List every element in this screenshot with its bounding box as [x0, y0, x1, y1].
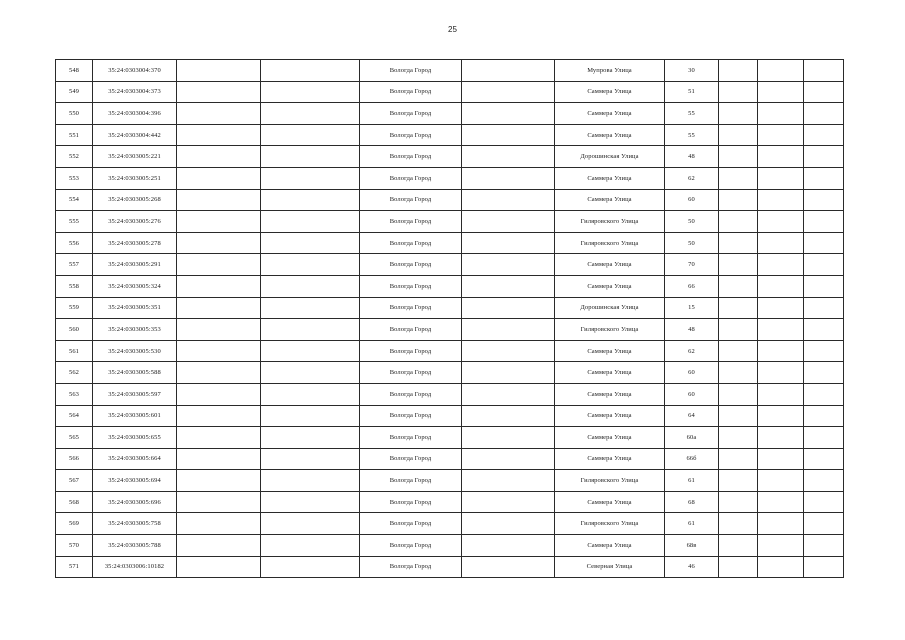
table-row — [56, 254, 844, 276]
cadastral-number-cell: 35:24:0303005:276 — [93, 211, 177, 233]
cadastral-number-cell: 35:24:0303005:351 — [93, 297, 177, 319]
empty-cell — [804, 146, 844, 168]
house-number-cell: 51 — [665, 81, 719, 103]
row-number-cell: 561 — [56, 340, 93, 362]
empty-cell — [758, 405, 804, 427]
empty-cell — [758, 448, 804, 470]
cadastral-number-cell: 35:24:0303005:251 — [93, 167, 177, 189]
empty-cell — [177, 146, 261, 168]
empty-cell — [758, 124, 804, 146]
empty-cell — [804, 362, 844, 384]
table-row — [56, 513, 844, 535]
empty-cell — [758, 470, 804, 492]
empty-cell — [261, 556, 360, 578]
table-row — [56, 297, 844, 319]
empty-cell — [804, 81, 844, 103]
street-cell: Дорошинская Улица — [555, 146, 665, 168]
street-cell: Саммера Улица — [555, 448, 665, 470]
row-number-cell: 554 — [56, 189, 93, 211]
empty-cell — [177, 448, 261, 470]
locality-cell: Вологда Город — [360, 81, 462, 103]
empty-cell — [719, 146, 758, 168]
street-cell: Саммера Улица — [555, 427, 665, 449]
empty-cell — [804, 491, 844, 513]
empty-cell — [462, 103, 555, 125]
register-body — [56, 60, 844, 578]
empty-cell — [462, 340, 555, 362]
street-cell: Саммера Улица — [555, 275, 665, 297]
street-cell: Саммера Улица — [555, 254, 665, 276]
row-number-cell: 548 — [56, 60, 93, 82]
cadastral-number-cell: 35:24:0303005:696 — [93, 491, 177, 513]
table-row — [56, 124, 844, 146]
empty-cell — [719, 254, 758, 276]
street-cell: Саммера Улица — [555, 103, 665, 125]
empty-cell — [261, 470, 360, 492]
empty-cell — [719, 448, 758, 470]
house-number-cell: 30 — [665, 60, 719, 82]
house-number-cell: 66б — [665, 448, 719, 470]
empty-cell — [261, 340, 360, 362]
locality-cell: Вологда Город — [360, 340, 462, 362]
empty-cell — [177, 211, 261, 233]
locality-cell: Вологда Город — [360, 60, 462, 82]
table-row — [56, 427, 844, 449]
house-number-cell: 61 — [665, 513, 719, 535]
house-number-cell: 50 — [665, 232, 719, 254]
street-cell: Саммера Улица — [555, 81, 665, 103]
street-cell: Саммера Улица — [555, 124, 665, 146]
locality-cell: Вологда Город — [360, 103, 462, 125]
empty-cell — [177, 254, 261, 276]
locality-cell: Вологда Город — [360, 189, 462, 211]
table-row — [56, 60, 844, 82]
house-number-cell: 46 — [665, 556, 719, 578]
empty-cell — [261, 232, 360, 254]
cadastral-number-cell: 35:24:0303005:530 — [93, 340, 177, 362]
empty-cell — [462, 556, 555, 578]
empty-cell — [261, 254, 360, 276]
empty-cell — [758, 535, 804, 557]
empty-cell — [462, 124, 555, 146]
empty-cell — [261, 146, 360, 168]
cadastral-number-cell: 35:24:0303004:396 — [93, 103, 177, 125]
empty-cell — [177, 362, 261, 384]
empty-cell — [462, 254, 555, 276]
empty-cell — [719, 513, 758, 535]
empty-cell — [804, 405, 844, 427]
empty-cell — [177, 167, 261, 189]
empty-cell — [261, 405, 360, 427]
empty-cell — [719, 103, 758, 125]
empty-cell — [462, 491, 555, 513]
empty-cell — [462, 535, 555, 557]
locality-cell: Вологда Город — [360, 319, 462, 341]
empty-cell — [177, 81, 261, 103]
address-register-table — [55, 59, 844, 578]
row-number-cell: 558 — [56, 275, 93, 297]
street-cell: Мупрова Улица — [555, 60, 665, 82]
locality-cell: Вологда Город — [360, 254, 462, 276]
table-row — [56, 362, 844, 384]
empty-cell — [177, 340, 261, 362]
empty-cell — [462, 448, 555, 470]
empty-cell — [719, 189, 758, 211]
cadastral-number-cell: 35:24:0303005:758 — [93, 513, 177, 535]
cadastral-number-cell: 35:24:0303005:788 — [93, 535, 177, 557]
empty-cell — [177, 189, 261, 211]
empty-cell — [261, 297, 360, 319]
empty-cell — [804, 556, 844, 578]
empty-cell — [261, 383, 360, 405]
empty-cell — [462, 362, 555, 384]
cadastral-number-cell: 35:24:0303006:10182 — [93, 556, 177, 578]
row-number-cell: 549 — [56, 81, 93, 103]
empty-cell — [758, 60, 804, 82]
cadastral-number-cell: 35:24:0303004:373 — [93, 81, 177, 103]
empty-cell — [719, 405, 758, 427]
empty-cell — [804, 275, 844, 297]
empty-cell — [177, 513, 261, 535]
locality-cell: Вологда Город — [360, 405, 462, 427]
street-cell: Гиляровского Улица — [555, 319, 665, 341]
empty-cell — [758, 189, 804, 211]
house-number-cell: 48 — [665, 146, 719, 168]
row-number-cell: 555 — [56, 211, 93, 233]
street-cell: Саммера Улица — [555, 383, 665, 405]
empty-cell — [719, 167, 758, 189]
row-number-cell: 560 — [56, 319, 93, 341]
empty-cell — [261, 103, 360, 125]
empty-cell — [719, 124, 758, 146]
house-number-cell: 60 — [665, 383, 719, 405]
street-cell: Саммера Улица — [555, 491, 665, 513]
house-number-cell: 48 — [665, 319, 719, 341]
table-row — [56, 189, 844, 211]
empty-cell — [177, 103, 261, 125]
cadastral-number-cell: 35:24:0303005:268 — [93, 189, 177, 211]
locality-cell: Вологда Город — [360, 297, 462, 319]
table-row — [56, 491, 844, 513]
table-row — [56, 232, 844, 254]
empty-cell — [758, 340, 804, 362]
empty-cell — [719, 340, 758, 362]
row-number-cell: 552 — [56, 146, 93, 168]
table-row — [56, 535, 844, 557]
empty-cell — [462, 60, 555, 82]
empty-cell — [177, 124, 261, 146]
empty-cell — [261, 211, 360, 233]
empty-cell — [719, 535, 758, 557]
table-row — [56, 211, 844, 233]
empty-cell — [261, 60, 360, 82]
street-cell: Гиляровского Улица — [555, 232, 665, 254]
house-number-cell: 55 — [665, 124, 719, 146]
empty-cell — [804, 297, 844, 319]
empty-cell — [758, 427, 804, 449]
row-number-cell: 565 — [56, 427, 93, 449]
row-number-cell: 563 — [56, 383, 93, 405]
locality-cell: Вологда Город — [360, 535, 462, 557]
empty-cell — [758, 254, 804, 276]
empty-cell — [261, 189, 360, 211]
row-number-cell: 566 — [56, 448, 93, 470]
empty-cell — [462, 319, 555, 341]
empty-cell — [804, 470, 844, 492]
street-cell: Гиляровского Улица — [555, 513, 665, 535]
locality-cell: Вологда Город — [360, 383, 462, 405]
empty-cell — [804, 189, 844, 211]
table-row — [56, 103, 844, 125]
house-number-cell: 55 — [665, 103, 719, 125]
street-cell: Дорошинская Улица — [555, 297, 665, 319]
empty-cell — [719, 81, 758, 103]
empty-cell — [719, 232, 758, 254]
empty-cell — [177, 383, 261, 405]
empty-cell — [758, 232, 804, 254]
empty-cell — [804, 319, 844, 341]
street-cell: Саммера Улица — [555, 189, 665, 211]
locality-cell: Вологда Город — [360, 232, 462, 254]
empty-cell — [804, 513, 844, 535]
empty-cell — [462, 146, 555, 168]
empty-cell — [719, 470, 758, 492]
row-number-cell: 550 — [56, 103, 93, 125]
empty-cell — [758, 103, 804, 125]
empty-cell — [804, 167, 844, 189]
empty-cell — [462, 513, 555, 535]
row-number-cell: 559 — [56, 297, 93, 319]
empty-cell — [719, 60, 758, 82]
row-number-cell: 557 — [56, 254, 93, 276]
empty-cell — [462, 275, 555, 297]
locality-cell: Вологда Город — [360, 448, 462, 470]
empty-cell — [177, 427, 261, 449]
empty-cell — [804, 60, 844, 82]
cadastral-number-cell: 35:24:0303005:588 — [93, 362, 177, 384]
table-row — [56, 81, 844, 103]
empty-cell — [719, 211, 758, 233]
house-number-cell: 62 — [665, 167, 719, 189]
locality-cell: Вологда Город — [360, 211, 462, 233]
locality-cell: Вологда Город — [360, 362, 462, 384]
empty-cell — [462, 297, 555, 319]
table-row — [56, 405, 844, 427]
empty-cell — [261, 448, 360, 470]
empty-cell — [758, 491, 804, 513]
street-cell: Саммера Улица — [555, 167, 665, 189]
empty-cell — [719, 319, 758, 341]
table-row — [56, 340, 844, 362]
street-cell: Гиляровского Улица — [555, 211, 665, 233]
empty-cell — [177, 319, 261, 341]
house-number-cell: 62 — [665, 340, 719, 362]
empty-cell — [261, 513, 360, 535]
table-row — [56, 383, 844, 405]
house-number-cell: 68в — [665, 535, 719, 557]
street-cell: Северная Улица — [555, 556, 665, 578]
empty-cell — [261, 362, 360, 384]
empty-cell — [719, 427, 758, 449]
row-number-cell: 569 — [56, 513, 93, 535]
empty-cell — [804, 535, 844, 557]
empty-cell — [719, 383, 758, 405]
cadastral-number-cell: 35:24:0303005:221 — [93, 146, 177, 168]
empty-cell — [177, 405, 261, 427]
table-row — [56, 275, 844, 297]
house-number-cell: 64 — [665, 405, 719, 427]
empty-cell — [719, 297, 758, 319]
street-cell: Гиляровского Улица — [555, 470, 665, 492]
row-number-cell: 553 — [56, 167, 93, 189]
empty-cell — [462, 427, 555, 449]
table-row — [56, 556, 844, 578]
empty-cell — [177, 491, 261, 513]
empty-cell — [758, 556, 804, 578]
table-row — [56, 167, 844, 189]
house-number-cell: 60 — [665, 189, 719, 211]
cadastral-number-cell: 35:24:0303005:324 — [93, 275, 177, 297]
empty-cell — [758, 513, 804, 535]
cadastral-number-cell: 35:24:0303005:601 — [93, 405, 177, 427]
house-number-cell: 60 — [665, 362, 719, 384]
row-number-cell: 551 — [56, 124, 93, 146]
row-number-cell: 571 — [56, 556, 93, 578]
empty-cell — [719, 556, 758, 578]
empty-cell — [804, 254, 844, 276]
empty-cell — [261, 427, 360, 449]
row-number-cell: 556 — [56, 232, 93, 254]
cadastral-number-cell: 35:24:0303005:655 — [93, 427, 177, 449]
row-number-cell: 568 — [56, 491, 93, 513]
empty-cell — [758, 319, 804, 341]
row-number-cell: 564 — [56, 405, 93, 427]
locality-cell: Вологда Город — [360, 491, 462, 513]
locality-cell: Вологда Город — [360, 470, 462, 492]
empty-cell — [804, 383, 844, 405]
empty-cell — [758, 383, 804, 405]
empty-cell — [804, 448, 844, 470]
locality-cell: Вологда Город — [360, 275, 462, 297]
empty-cell — [462, 189, 555, 211]
cadastral-number-cell: 35:24:0303005:353 — [93, 319, 177, 341]
empty-cell — [261, 319, 360, 341]
empty-cell — [177, 297, 261, 319]
empty-cell — [462, 232, 555, 254]
street-cell: Саммера Улица — [555, 362, 665, 384]
locality-cell: Вологда Город — [360, 167, 462, 189]
empty-cell — [804, 427, 844, 449]
cadastral-number-cell: 35:24:0303005:664 — [93, 448, 177, 470]
empty-cell — [462, 470, 555, 492]
empty-cell — [758, 146, 804, 168]
empty-cell — [261, 124, 360, 146]
cadastral-number-cell: 35:24:0303005:694 — [93, 470, 177, 492]
empty-cell — [719, 362, 758, 384]
empty-cell — [758, 167, 804, 189]
table-row — [56, 448, 844, 470]
empty-cell — [758, 81, 804, 103]
house-number-cell: 60а — [665, 427, 719, 449]
empty-cell — [261, 491, 360, 513]
empty-cell — [462, 383, 555, 405]
house-number-cell: 68 — [665, 491, 719, 513]
empty-cell — [462, 405, 555, 427]
row-number-cell: 567 — [56, 470, 93, 492]
cadastral-number-cell: 35:24:0303004:370 — [93, 60, 177, 82]
house-number-cell: 15 — [665, 297, 719, 319]
cadastral-number-cell: 35:24:0303005:291 — [93, 254, 177, 276]
empty-cell — [758, 275, 804, 297]
locality-cell: Вологда Город — [360, 146, 462, 168]
empty-cell — [462, 167, 555, 189]
locality-cell: Вологда Город — [360, 513, 462, 535]
empty-cell — [804, 124, 844, 146]
empty-cell — [758, 362, 804, 384]
page-number: 25 — [448, 25, 457, 34]
empty-cell — [462, 211, 555, 233]
cadastral-number-cell: 35:24:0303004:442 — [93, 124, 177, 146]
street-cell: Саммера Улица — [555, 405, 665, 427]
empty-cell — [261, 167, 360, 189]
street-cell: Саммера Улица — [555, 535, 665, 557]
empty-cell — [177, 556, 261, 578]
house-number-cell: 50 — [665, 211, 719, 233]
house-number-cell: 70 — [665, 254, 719, 276]
empty-cell — [804, 232, 844, 254]
empty-cell — [261, 535, 360, 557]
row-number-cell: 570 — [56, 535, 93, 557]
table-row — [56, 146, 844, 168]
empty-cell — [261, 275, 360, 297]
empty-cell — [758, 297, 804, 319]
cadastral-number-cell: 35:24:0303005:278 — [93, 232, 177, 254]
empty-cell — [177, 275, 261, 297]
empty-cell — [719, 491, 758, 513]
locality-cell: Вологда Город — [360, 124, 462, 146]
empty-cell — [177, 470, 261, 492]
empty-cell — [177, 60, 261, 82]
locality-cell: Вологда Город — [360, 427, 462, 449]
empty-cell — [804, 103, 844, 125]
locality-cell: Вологда Город — [360, 556, 462, 578]
empty-cell — [177, 535, 261, 557]
empty-cell — [758, 211, 804, 233]
table-row — [56, 470, 844, 492]
empty-cell — [261, 81, 360, 103]
house-number-cell: 66 — [665, 275, 719, 297]
cadastral-number-cell: 35:24:0303005:597 — [93, 383, 177, 405]
row-number-cell: 562 — [56, 362, 93, 384]
empty-cell — [177, 232, 261, 254]
empty-cell — [719, 275, 758, 297]
street-cell: Саммера Улица — [555, 340, 665, 362]
empty-cell — [804, 211, 844, 233]
table-row — [56, 319, 844, 341]
empty-cell — [804, 340, 844, 362]
house-number-cell: 61 — [665, 470, 719, 492]
empty-cell — [462, 81, 555, 103]
